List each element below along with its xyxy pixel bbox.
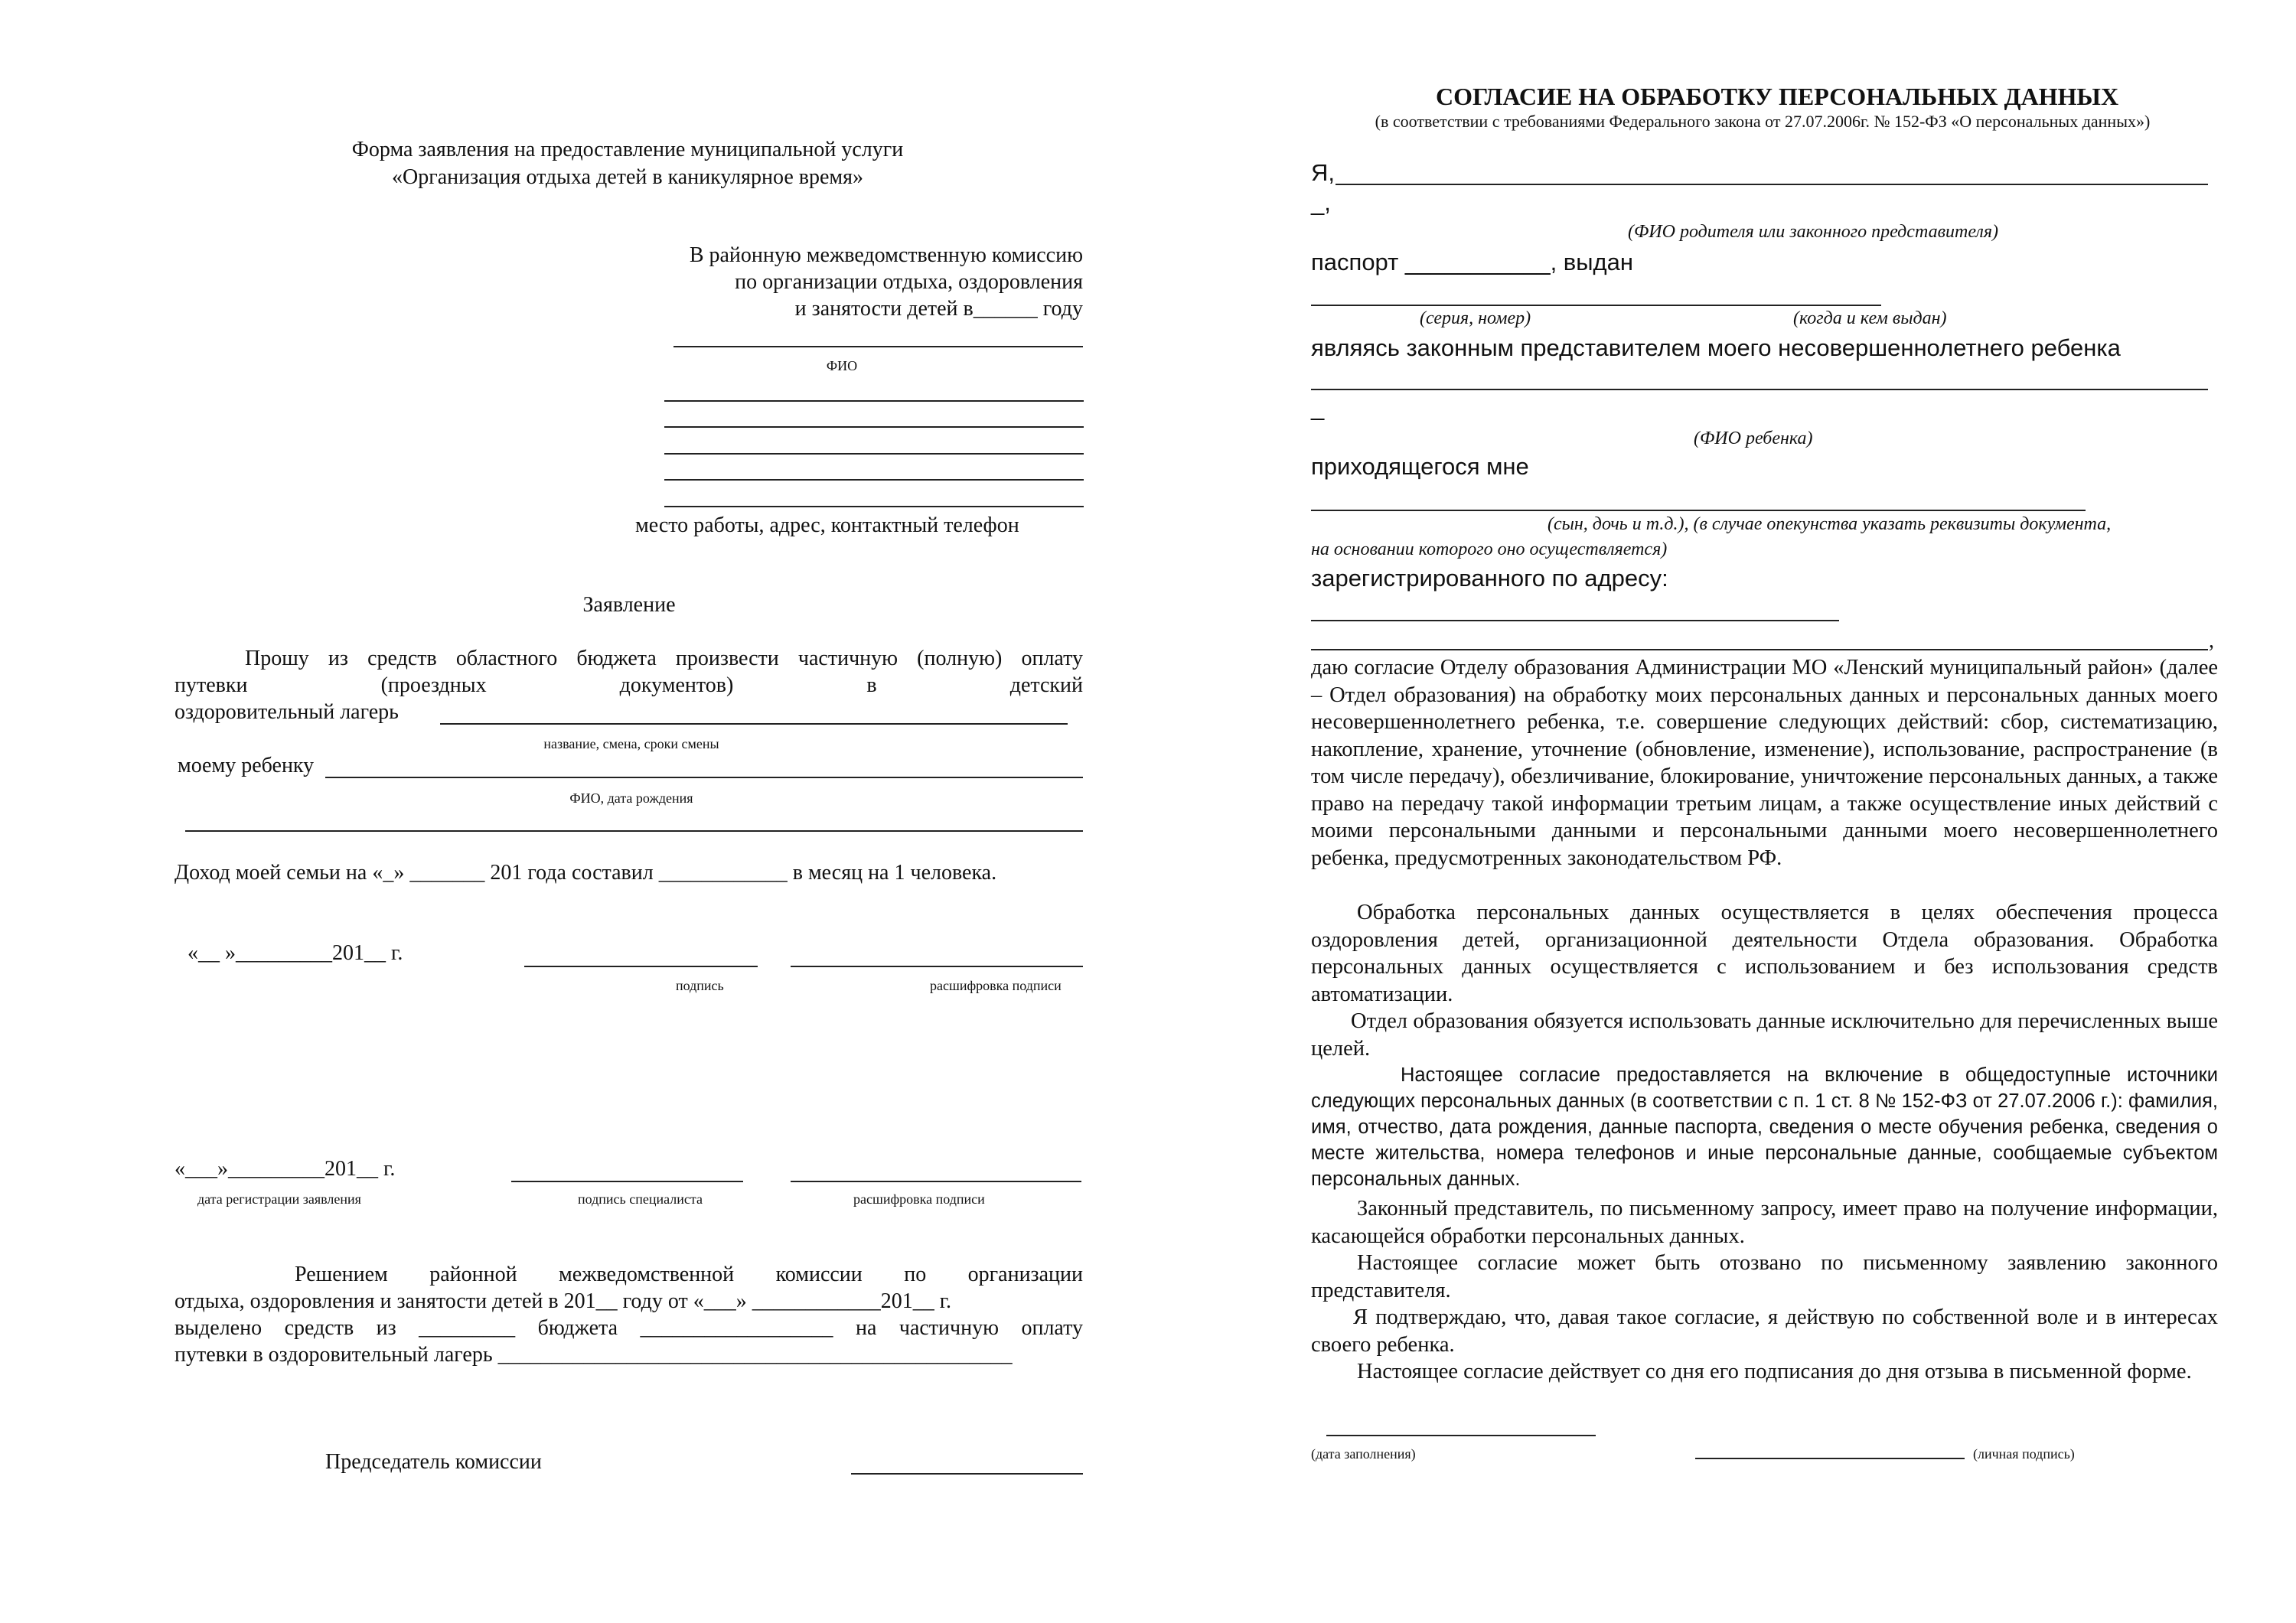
signature-caption-1: подпись	[676, 978, 724, 993]
addressee-line-3: и занятости детей в______ году	[794, 297, 1083, 321]
fill-date-caption: (дата заполнения)	[1311, 1446, 1416, 1462]
series-caption: (серия, номер)	[1420, 308, 1531, 328]
application-heading: Заявление	[582, 593, 676, 617]
contacts-caption: место работы, адрес, контактный телефон	[635, 513, 1019, 537]
relation-caption-2: на основании которого оно осуществляется)	[1311, 539, 1668, 559]
personal-signature-line[interactable]	[1695, 1458, 1965, 1459]
address-line-2[interactable]	[1311, 649, 2208, 650]
relation-caption-1: (сын, дочь и т.д.), (в случае опекунства указать реквизиты документа,	[1548, 514, 2112, 534]
date-line-2: «___»_________201__ г.	[174, 1157, 396, 1181]
child-name-caption: (ФИО ребенка)	[1694, 429, 1813, 448]
validity-paragraph: Настоящее согласие действует со дня его подписания до дня отзыва в письменной форме.	[1357, 1360, 2192, 1383]
consent-title: СОГЛАСИЕ НА ОБРАБОТКУ ПЕРСОНАЛЬНЫХ ДАННЫХ	[1435, 83, 2119, 110]
fio-line[interactable]	[673, 346, 1083, 347]
passport-issued-line[interactable]	[1311, 305, 1881, 306]
fill-date-line[interactable]	[1326, 1435, 1596, 1436]
i-label: Я,	[1311, 159, 1335, 186]
addressee-line-2: по организации отдыха, оздоровления	[735, 270, 1083, 294]
parent-name-caption: (ФИО родителя или законного представителя)	[1628, 222, 1998, 242]
registered-line: зарегистрированного по адресу:	[1311, 565, 1668, 592]
request-line-3-label: оздоровительный лагерь	[174, 700, 399, 724]
form-title-line-1: Форма заявления на предоставление муниципальной услуги	[351, 138, 904, 161]
request-line-1: Прошу из средств областного бюджета произвести частичную (полную) оплату	[245, 647, 1083, 670]
decode-line-2[interactable]	[791, 1181, 1081, 1182]
decision-line-2: отдыха, оздоровления и занятости детей в 201__ году от «___» ____________201__ г.	[174, 1289, 952, 1313]
free-will-paragraph: Я подтверждаю, что, давая такое согласие, я действую по собственной воле и в интересах своего ребенка.	[1311, 1305, 2218, 1357]
decision-line-1: Решением районной межведомственной комиссии по организации	[295, 1263, 1083, 1286]
registration-date-caption: дата регистрации заявления	[197, 1191, 361, 1207]
contact-line-1[interactable]	[664, 400, 1084, 402]
passport-line: паспорт ___________, выдан	[1311, 249, 1633, 275]
signature-line-1[interactable]	[524, 966, 758, 967]
camp-line[interactable]	[440, 723, 1068, 725]
fio-caption: ФИО	[826, 358, 858, 373]
contact-line-3[interactable]	[664, 453, 1084, 455]
revocation-paragraph: Настоящее согласие может быть отозвано по письменному заявлению законного представителя.	[1311, 1251, 2218, 1302]
request-line-2: путевки (проездных документов) в детский	[174, 673, 1083, 697]
address-line-1[interactable]	[1311, 620, 1839, 621]
decode-caption-1: расшифровка подписи	[930, 978, 1062, 993]
child-name-line[interactable]	[1311, 389, 2208, 390]
chairman-label: Председатель комиссии	[325, 1450, 542, 1474]
consent-subtitle: (в соответствии с требованиями Федерального закона от 27.07.2006г. № 152-ФЗ «О персональных данных»)	[1375, 112, 2151, 131]
form-title-line-2: «Организация отдыха детей в каникулярное время»	[392, 165, 863, 189]
specialist-caption: подпись специалиста	[578, 1191, 703, 1207]
purpose-paragraph: Обработка персональных данных осуществляется в целях обеспечения процесса оздоровления детей, организационной деятельности Отдела образования. Обработка персональных данных осуществляется с использованием и без использования средств автоматизации.	[1311, 901, 2218, 1006]
relation-field-line[interactable]	[1311, 510, 2086, 511]
decode-caption-2: расшифровка подписи	[853, 1191, 985, 1207]
right-to-info-paragraph: Законный представитель, по письменному запросу, имеет право на получение информации, касающейся обработки персональных данных.	[1311, 1197, 2218, 1248]
child-name-tail: _	[1311, 394, 1325, 421]
relation-line: приходящегося мне	[1311, 453, 1529, 480]
personal-signature-caption: (личная подпись)	[1973, 1446, 2075, 1462]
address-comma: ,	[2209, 629, 2214, 653]
child-line-2[interactable]	[185, 830, 1083, 832]
representative-line: являясь законным представителем моего несовершеннолетнего ребенка	[1311, 334, 2121, 361]
decision-line-3: выделено средств из _________ бюджета __________________ на частичную оплату	[174, 1316, 1083, 1340]
contact-line-2[interactable]	[664, 426, 1084, 428]
decision-line-4: путевки в оздоровительный лагерь ________________________________________________	[174, 1343, 1013, 1367]
date-line-1: «__ »_________201__ г.	[188, 941, 403, 965]
camp-caption: название, смена, сроки смены	[543, 736, 719, 751]
addressee-line-1: В районную межведомственную комиссию	[689, 243, 1083, 267]
chairman-signature-line[interactable]	[851, 1473, 1083, 1475]
issued-caption: (когда и кем выдан)	[1793, 308, 1947, 328]
child-line[interactable]	[325, 777, 1083, 778]
parent-name-line[interactable]	[1336, 184, 2208, 185]
child-label: моему ребенку	[178, 754, 315, 777]
consent-paragraph: даю согласие Отделу образования Администрации МО «Ленский муниципальный район» (далее – Отдел образования) на обработку моих персональных данных и персональных данных моего несовершеннолетнего ребенка, т.е. совершение следующих действий: сбор, систематизацию, накопление, хранение, уточнение (обновление, изменение), использование, распространение (в том числе передачу), обезличивание, блокирование, уничтожение персональных данных, а также право на передачу такой информации третьим лицам, а также осуществление иных действий с моими персональными данными и персональными данными моего несовершеннолетнего ребенка, предусмотренных законодательством РФ.	[1311, 656, 2218, 870]
contact-line-4[interactable]	[664, 479, 1084, 481]
contact-line-5[interactable]	[664, 506, 1084, 507]
public-sources-paragraph: Настоящее согласие предоставляется на включение в общедоступные источники следующих персональных данных (в соответствии с п. 1 ст. 8 № 152-ФЗ от 27.07.2006 г.): фамилия, имя, отчество, дата рождения, данные паспорта, сведения о месте обучения ребенка, сведения о месте жительства, номера телефонов и иные персональные данные, сообщаемые субъектом персональных данных.	[1311, 1064, 2218, 1190]
income-line: Доход моей семьи на «_» _______ 201 года составил ____________ в месяц на 1 человека.	[174, 861, 997, 885]
decode-line-1[interactable]	[791, 966, 1083, 967]
specialist-signature-line[interactable]	[511, 1181, 743, 1182]
parent-name-tail: _,	[1311, 189, 1331, 216]
obligation-paragraph: Отдел образования обязуется использовать данные исключительно для перечисленных выше целей.	[1311, 1009, 2218, 1061]
child-caption: ФИО, дата рождения	[569, 790, 693, 806]
